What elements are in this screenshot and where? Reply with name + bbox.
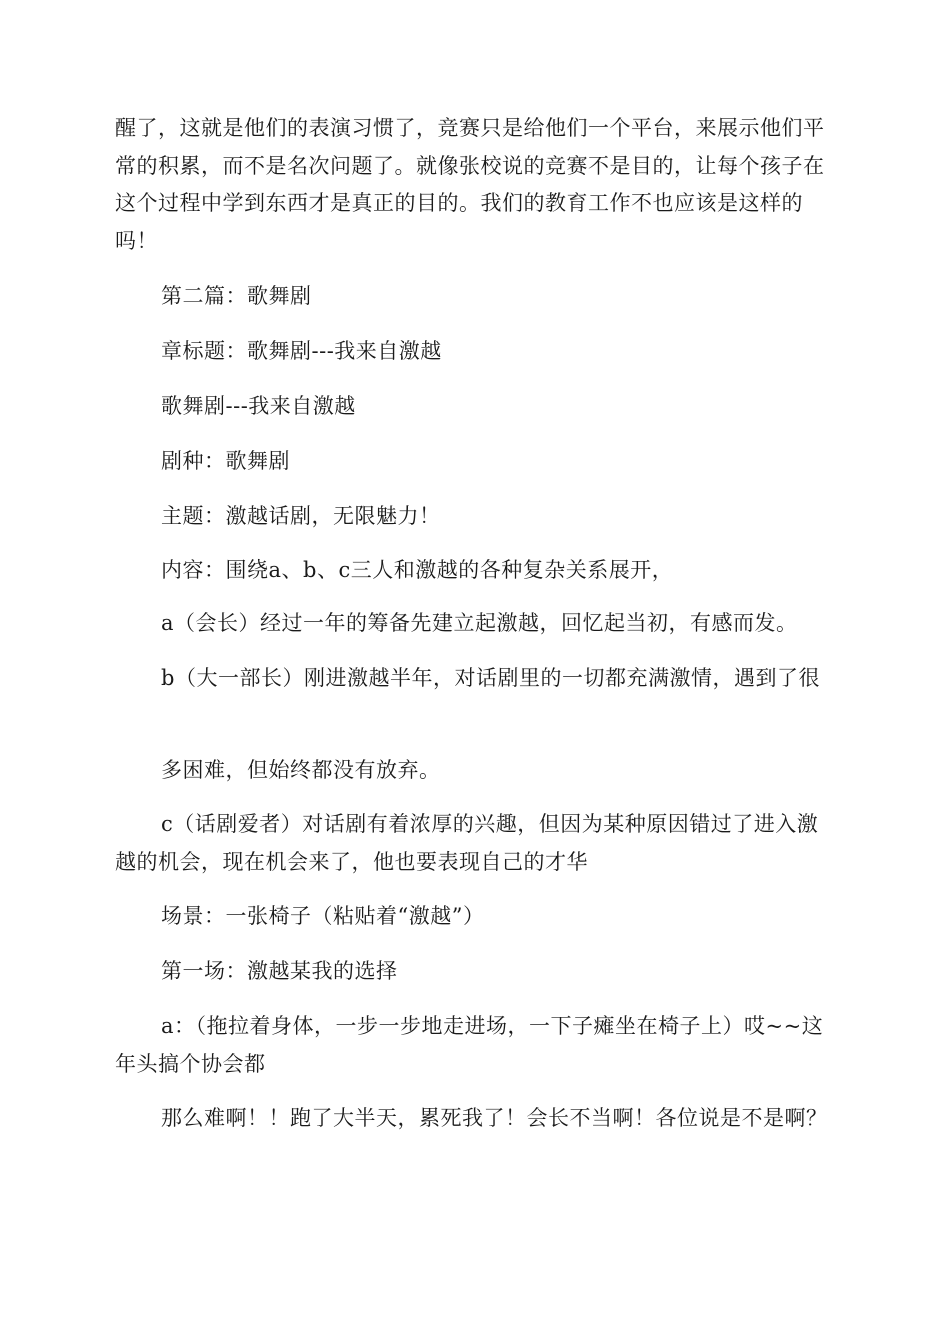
paragraph-dialogue-a: a：（拖拉着身体，一步一步地走进场，一下子瘫坐在椅子上）哎~~这年头搞个协会都 <box>115 1014 824 1076</box>
paragraph-character-b-continued: 多困难，但始终都没有放弃。 <box>161 758 441 782</box>
paragraph-chapter-title: 章标题：歌舞剧---我来自激越 <box>161 339 442 363</box>
paragraph-character-a: a（会长）经过一年的筹备先建立起激越，回忆起当初，有感而发。 <box>161 611 798 635</box>
paragraph-character-c: c（话剧爱者）对话剧有着浓厚的兴趣，但因为某种原因错过了进入激越的机会，现在机会来了，他也要表现自己的才华 <box>115 812 819 874</box>
paragraph-scene: 场景：一张椅子（粘贴着“激越”） <box>161 904 485 928</box>
paragraph-content: 内容：围绕a、b、c三人和激越的各种复杂关系展开， <box>161 558 674 582</box>
paragraph-dialogue-a-continued: 那么难啊！！跑了大半天，累死我了！会长不当啊！各位说是不是啊？ <box>161 1106 828 1130</box>
paragraph-chapter-heading: 第二篇：歌舞剧 <box>161 284 312 308</box>
paragraph-character-b: b（大一部长）刚进激越半年，对话剧里的一切都充满激情，遇到了很 <box>161 666 820 690</box>
paragraph-theme: 主题：激越话剧，无限魅力！ <box>161 504 441 528</box>
paragraph-essay-conclusion: 醒了，这就是他们的表演习惯了，竞赛只是给他们一个平台，来展示他们平常的积累，而不是名次问题了。就像张校说的竞赛不是目的，让每个孩子在这个过程中学到东西才是真正的目的。我们的教育工作不也应该是这样的吗！ <box>115 116 825 253</box>
paragraph-play-title: 歌舞剧---我来自激越 <box>161 394 356 418</box>
paragraph-genre: 剧种：歌舞剧 <box>161 449 290 473</box>
paragraph-act-one: 第一场：激越某我的选择 <box>161 959 398 983</box>
